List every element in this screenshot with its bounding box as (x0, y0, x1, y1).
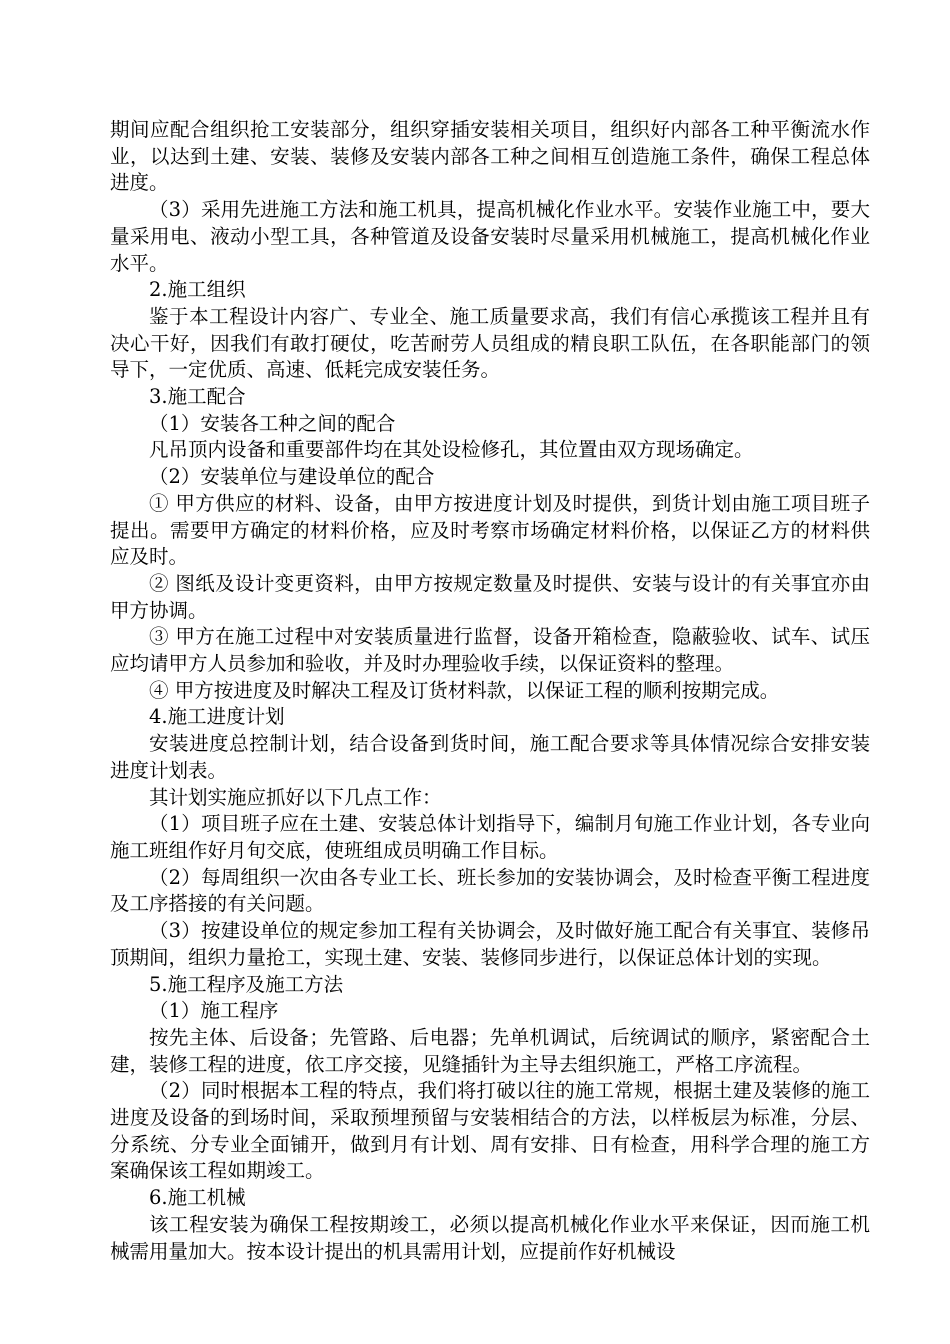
paragraph-4: 鉴于本工程设计内容广、专业全、施工质量要求高，我们有信心承揽该工程并且有决心干好，因我们有敢打硬仗，吃苦耐劳人员组成的精良职工队伍，在各职能部门的领导下，一定优质、高速、低耗完成安装任务。 (110, 304, 870, 382)
list-item-4: ④ 甲方按进度及时解决工程及订货材料款，以保证工程的顺利按期完成。 (149, 678, 780, 702)
list-item-1: ① 甲方供应的材料、设备，由甲方按进度计划及时提供，到货计划由施工项目班子提出。需要甲方确定的材料价格，应及时考察市场确定材料价格，以保证乙方的材料供应及时。 (110, 491, 870, 569)
paragraph-22: （2）同时根据本工程的特点，我们将打破以往的施工常规，根据土建及装修的施工进度及设备的到场时间，采取预埋预留与安装相结合的方法，以样板层为标准，分层、分系统、分专业全面铺开，做到月有计划、周有安排、日有检查，用科学合理的施工方案确保该工程如期竣工。 (110, 1079, 870, 1183)
section-heading-6: 6.施工机械 (149, 1186, 246, 1210)
paragraph-15: 其计划实施应抓好以下几点工作： (149, 785, 442, 809)
subheading-3-2: （2）安装单位与建设单位的配合 (149, 465, 435, 489)
paragraph-16: （1）项目班子应在土建、安装总体计划指导下，编制月旬施工作业计划，各专业向施工班组作好月旬交底，使班组成员明确工作目标。 (110, 812, 870, 862)
paragraph-17: （2）每周组织一次由各专业工长、班长参加的安装协调会，及时检查平衡工程进度及工序搭接的有关问题。 (110, 865, 870, 916)
paragraph-18: （3）按建设单位的规定参加工程有关协调会，及时做好施工配合有关事宜、装修吊顶期间，组织力量抢工，实现土建、安装、装修同步进行，以保证总体计划的实现。 (110, 919, 870, 969)
subheading-5-1: （1）施工程序 (149, 999, 279, 1023)
section-heading-2: 2.施工组织 (149, 278, 246, 302)
paragraph-14: 安装进度总控制计划，结合设备到货时间，施工配合要求等具体情况综合安排安装进度计划表。 (110, 732, 870, 782)
paragraph-2: （3）采用先进施工方法和施工机具，提高机械化作业水平。安装作业施工中，要大量采用电、液动小型工具，各种管道及设备安装时尽量采用机械施工，提高机械化作业水平。 (110, 198, 870, 275)
document-body (110, 117, 870, 1265)
section-heading-3: 3.施工配合 (149, 385, 246, 409)
list-item-3: ③ 甲方在施工过程中对安装质量进行监督，设备开箱检查，隐蔽验收、试车、试压应均请甲方人员参加和验收，并及时办理验收手续，以保证资料的整理。 (110, 625, 870, 676)
list-item-2: ② 图纸及设计变更资料，由甲方按规定数量及时提供、安装与设计的有关事宜亦由甲方协调。 (110, 571, 870, 622)
paragraph-24: 该工程安装为确保工程按期竣工，必须以提高机械化作业水平来保证，因而施工机械需用量加大。按本设计提出的机具需用计划，应提前作好机械设 (110, 1212, 870, 1263)
paragraph-7: 凡吊顶内设备和重要部件均在其处设检修孔，其位置由双方现场确定。 (149, 438, 754, 462)
section-heading-5: 5.施工程序及施工方法 (149, 972, 344, 996)
section-heading-4: 4.施工进度计划 (149, 705, 285, 729)
paragraph-1: 期间应配合组织抢工安装部分，组织穿插安装相关项目，组织好内部各工种平衡流水作业，以达到土建、安装、装修及安装内部各工种之间相互创造施工条件，确保工程总体进度。 (110, 118, 870, 195)
paragraph-21: 按先主体、后设备；先管路、后电器；先单机调试，后统调试的顺序，紧密配合土建，装修工程的进度，依工序交接，见缝插针为主导去组织施工，严格工序流程。 (110, 1025, 870, 1076)
subheading-3-1: （1）安装各工种之间的配合 (149, 411, 396, 435)
